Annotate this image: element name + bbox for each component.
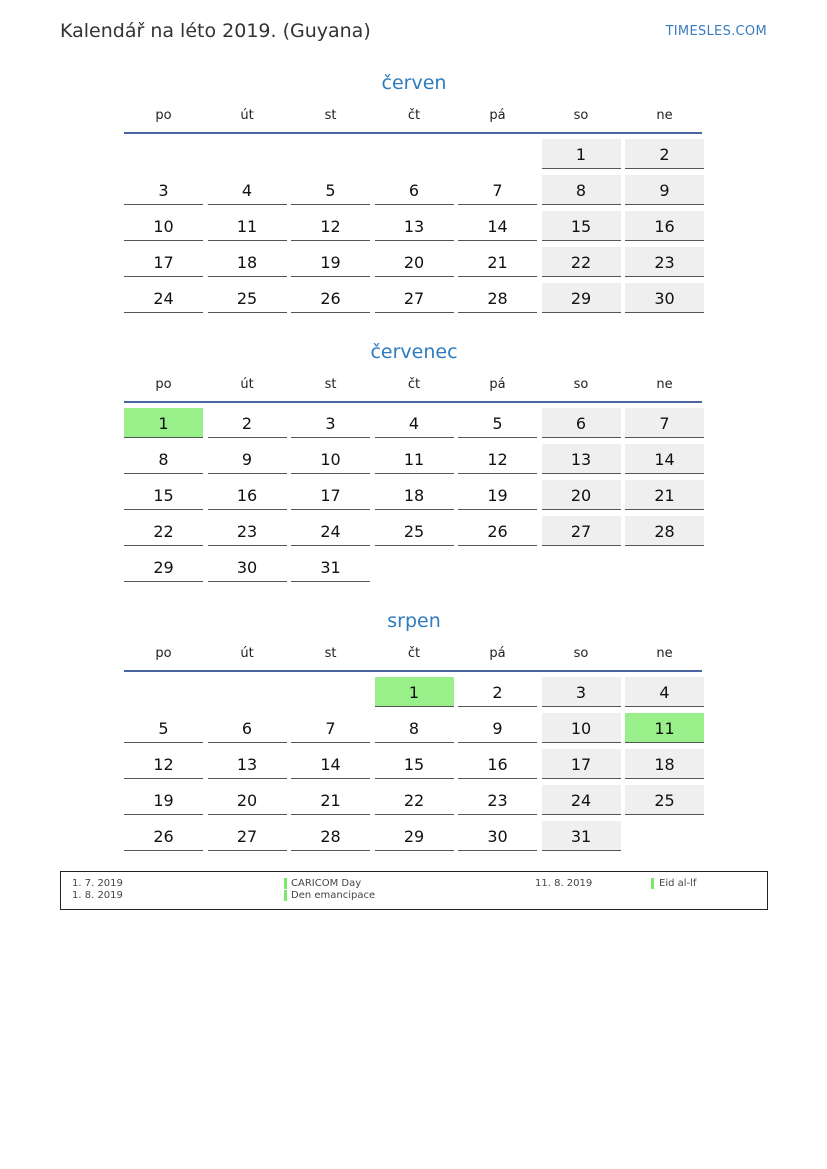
day-cell: 17: [124, 247, 203, 277]
day-cell: 3: [291, 408, 370, 438]
weekday-header: [124, 644, 704, 670]
day-cell: 8: [124, 444, 203, 474]
empty-day-cell: [208, 677, 287, 706]
week-row: [124, 139, 704, 175]
week-row: [124, 211, 704, 247]
day-cell: 13: [542, 444, 621, 474]
day-cell: 10: [291, 444, 370, 474]
day-cell: 4: [208, 175, 287, 205]
day-cell: 6: [208, 713, 287, 743]
day-cell: 8: [542, 175, 621, 205]
day-cell: 4: [375, 408, 454, 438]
month-name: červen: [381, 72, 447, 94]
day-cell: 27: [375, 283, 454, 313]
empty-day-cell: [124, 139, 203, 168]
weekday-label: út: [240, 377, 254, 392]
weekday-label: po: [155, 377, 172, 392]
day-cell: 20: [542, 480, 621, 510]
day-cell: 21: [625, 480, 704, 510]
week-row: [124, 175, 704, 211]
legend-name: CARICOM Day: [291, 878, 362, 889]
month-name: červenec: [370, 341, 458, 363]
day-cell: 26: [458, 516, 537, 546]
holiday-marker-icon: [284, 878, 287, 889]
day-cell: 2: [208, 408, 287, 438]
day-cell: 17: [291, 480, 370, 510]
day-cell: 23: [208, 516, 287, 546]
day-cell: 24: [291, 516, 370, 546]
day-cell: 30: [208, 552, 287, 582]
day-cell: 18: [208, 247, 287, 277]
header-rule: [124, 670, 702, 672]
empty-day-cell: [291, 677, 370, 706]
empty-day-cell: [625, 821, 704, 850]
holiday-marker-icon: [651, 878, 654, 889]
day-cell: 30: [625, 283, 704, 313]
day-cell: 29: [375, 821, 454, 851]
day-cell: 16: [458, 749, 537, 779]
day-cell: 2: [625, 139, 704, 169]
empty-day-cell: [291, 139, 370, 168]
weekday-label: pá: [489, 108, 506, 123]
day-cell: 22: [542, 247, 621, 277]
day-cell: 6: [375, 175, 454, 205]
day-cell: 7: [625, 408, 704, 438]
day-cell: 11: [208, 211, 287, 241]
empty-day-cell: [625, 552, 704, 581]
day-cell: 24: [542, 785, 621, 815]
day-cell: 15: [124, 480, 203, 510]
day-cell: 8: [375, 713, 454, 743]
weekday-label: st: [324, 377, 337, 392]
day-cell: 17: [542, 749, 621, 779]
week-row: [124, 480, 704, 516]
weekday-label: so: [573, 646, 589, 661]
week-row: [124, 821, 704, 857]
empty-day-cell: [375, 139, 454, 168]
day-cell: 29: [124, 552, 203, 582]
day-cell: 25: [625, 785, 704, 815]
day-cell: 1: [542, 139, 621, 169]
day-cell: 20: [208, 785, 287, 815]
day-cell: 31: [542, 821, 621, 851]
week-row: [124, 408, 704, 444]
day-cell: 5: [291, 175, 370, 205]
day-cell: 19: [458, 480, 537, 510]
weekday-label: pá: [489, 646, 506, 661]
day-cell: 24: [124, 283, 203, 313]
week-row: [124, 283, 704, 319]
day-cell: 19: [124, 785, 203, 815]
header-rule: [124, 401, 702, 403]
week-row: [124, 444, 704, 480]
day-cell: 12: [291, 211, 370, 241]
day-cell: 5: [124, 713, 203, 743]
legend-name: Eid al-lf: [659, 878, 697, 889]
weekday-label: čt: [407, 646, 421, 661]
day-cell: 22: [124, 516, 203, 546]
day-cell: 2: [458, 677, 537, 707]
month-name: srpen: [387, 610, 441, 632]
day-cell: 25: [375, 516, 454, 546]
empty-day-cell: [542, 552, 621, 581]
day-cell: 30: [458, 821, 537, 851]
day-cell: 22: [375, 785, 454, 815]
day-cell: 20: [375, 247, 454, 277]
day-cell: 31: [291, 552, 370, 582]
legend-name: Den emancipace: [291, 890, 376, 901]
weekday-label: ne: [656, 108, 673, 123]
weekday-label: so: [573, 108, 589, 123]
week-row: [124, 247, 704, 283]
day-cell: 12: [458, 444, 537, 474]
empty-day-cell: [375, 552, 454, 581]
day-cell: 27: [542, 516, 621, 546]
day-cell: 23: [458, 785, 537, 815]
day-cell: 18: [625, 749, 704, 779]
day-cell: 14: [291, 749, 370, 779]
brand-link[interactable]: TIMESLES.COM: [665, 24, 767, 39]
week-row: [124, 749, 704, 785]
empty-day-cell: [124, 677, 203, 706]
holiday-legend: [60, 871, 768, 910]
holiday-marker-icon: [284, 890, 287, 901]
day-cell: 4: [625, 677, 704, 707]
day-cell: 19: [291, 247, 370, 277]
day-cell: 28: [458, 283, 537, 313]
weekday-label: ne: [656, 377, 673, 392]
weekday-label: út: [240, 646, 254, 661]
weekday-label: so: [573, 377, 589, 392]
week-row: [124, 516, 704, 552]
page-title: Kalendář na léto 2019. (Guyana): [60, 20, 371, 42]
day-cell: 16: [208, 480, 287, 510]
weekday-label: čt: [407, 108, 421, 123]
weekday-label: po: [155, 108, 172, 123]
day-cell: 26: [291, 283, 370, 313]
holiday-day-cell: 11: [625, 713, 704, 743]
weekday-label: út: [240, 108, 254, 123]
weekday-label: po: [155, 646, 172, 661]
holiday-day-cell: 1: [124, 408, 203, 438]
legend-date: 1. 7. 2019: [72, 878, 123, 889]
header-rule: [124, 132, 702, 134]
day-cell: 15: [542, 211, 621, 241]
day-cell: 5: [458, 408, 537, 438]
day-cell: 26: [124, 821, 203, 851]
weekday-header: [124, 375, 704, 401]
day-cell: 11: [375, 444, 454, 474]
weekday-label: čt: [407, 377, 421, 392]
day-cell: 9: [208, 444, 287, 474]
day-cell: 28: [625, 516, 704, 546]
legend-date: 1. 8. 2019: [72, 890, 123, 901]
day-cell: 16: [625, 211, 704, 241]
day-cell: 9: [458, 713, 537, 743]
day-cell: 12: [124, 749, 203, 779]
week-row: [124, 552, 704, 588]
empty-day-cell: [458, 139, 537, 168]
day-cell: 7: [458, 175, 537, 205]
day-cell: 9: [625, 175, 704, 205]
day-cell: 3: [542, 677, 621, 707]
month-1: [124, 339, 704, 588]
legend-date: 11. 8. 2019: [535, 878, 593, 889]
day-cell: 13: [375, 211, 454, 241]
day-cell: 25: [208, 283, 287, 313]
weekday-label: ne: [656, 646, 673, 661]
weekday-header: [124, 106, 704, 132]
day-cell: 15: [375, 749, 454, 779]
day-cell: 13: [208, 749, 287, 779]
day-cell: 14: [625, 444, 704, 474]
day-cell: 6: [542, 408, 621, 438]
day-cell: 14: [458, 211, 537, 241]
day-cell: 21: [291, 785, 370, 815]
day-cell: 7: [291, 713, 370, 743]
day-cell: 3: [124, 175, 203, 205]
day-cell: 29: [542, 283, 621, 313]
day-cell: 27: [208, 821, 287, 851]
month-0: [124, 70, 704, 319]
empty-day-cell: [208, 139, 287, 168]
day-cell: 23: [625, 247, 704, 277]
month-2: [124, 608, 704, 857]
weekday-label: st: [324, 108, 337, 123]
week-row: [124, 713, 704, 749]
week-row: [124, 677, 704, 713]
day-cell: 10: [542, 713, 621, 743]
day-cell: 21: [458, 247, 537, 277]
weekday-label: st: [324, 646, 337, 661]
holiday-day-cell: 1: [375, 677, 454, 707]
empty-day-cell: [458, 552, 537, 581]
weekday-label: pá: [489, 377, 506, 392]
day-cell: 10: [124, 211, 203, 241]
week-row: [124, 785, 704, 821]
day-cell: 28: [291, 821, 370, 851]
day-cell: 18: [375, 480, 454, 510]
